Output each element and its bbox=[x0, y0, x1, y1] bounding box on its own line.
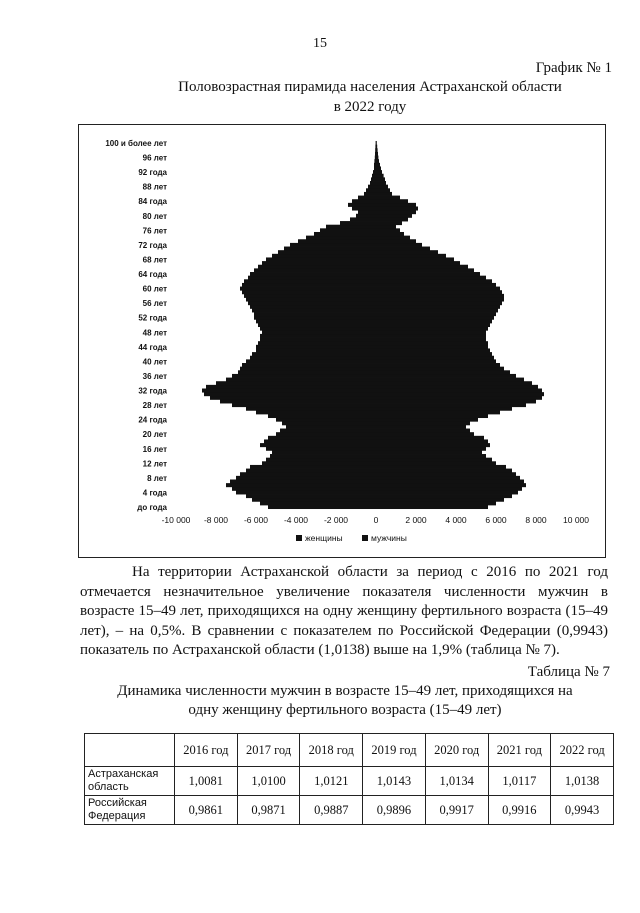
bar-women bbox=[266, 257, 376, 261]
bar-women bbox=[226, 378, 376, 382]
bar-men bbox=[376, 214, 412, 218]
age-tick-label: 72 года bbox=[138, 240, 167, 250]
table-cell: 1,0117 bbox=[488, 767, 551, 796]
x-tick-label: 10 000 bbox=[563, 515, 589, 525]
bar-men bbox=[376, 439, 488, 443]
table-label: Таблица № 7 bbox=[527, 664, 610, 680]
bar-men bbox=[376, 287, 500, 291]
bar-women bbox=[276, 418, 376, 422]
table-cell: 1,0100 bbox=[237, 767, 300, 796]
age-tick-label: до года bbox=[137, 503, 167, 512]
bar-men bbox=[376, 363, 500, 367]
table-cell: 1,0121 bbox=[300, 767, 363, 796]
bar-men bbox=[376, 476, 520, 480]
bar-women bbox=[204, 392, 376, 396]
legend-swatch-women bbox=[296, 535, 302, 541]
bar-women bbox=[232, 487, 376, 491]
bar-men bbox=[376, 403, 526, 407]
age-tick-label: 16 лет bbox=[142, 444, 167, 454]
bar-women bbox=[374, 166, 376, 170]
bar-women bbox=[375, 145, 376, 149]
bar-men bbox=[376, 261, 460, 265]
bar-women bbox=[268, 436, 376, 440]
bar-women bbox=[298, 239, 376, 243]
bar-men bbox=[376, 374, 516, 378]
bar-men bbox=[376, 217, 408, 221]
bar-men bbox=[376, 330, 486, 334]
bar-men bbox=[376, 159, 379, 163]
bar-women bbox=[242, 290, 376, 294]
page-number: 15 bbox=[313, 36, 327, 51]
table-region-cell: Астраханская область bbox=[85, 767, 175, 796]
bar-men bbox=[376, 156, 378, 160]
bar-men bbox=[376, 443, 490, 447]
bar-women bbox=[254, 316, 376, 320]
bar-women bbox=[242, 283, 376, 287]
bar-men bbox=[376, 472, 516, 476]
age-tick-label: 20 лет bbox=[142, 430, 167, 440]
table-cell: 0,9943 bbox=[551, 796, 614, 825]
age-tick-label: 40 лет bbox=[142, 357, 167, 367]
bar-men bbox=[376, 381, 532, 385]
bar-women bbox=[356, 214, 376, 218]
age-tick-label: 36 лет bbox=[142, 371, 167, 381]
bar-women bbox=[256, 410, 376, 414]
bar-men bbox=[376, 410, 500, 414]
bar-women bbox=[350, 217, 376, 221]
bar-men bbox=[376, 356, 494, 360]
bar-men bbox=[376, 298, 504, 302]
bar-women bbox=[240, 287, 376, 291]
age-tick-label: 92 года bbox=[138, 168, 167, 178]
bar-men bbox=[376, 359, 496, 363]
bar-women bbox=[258, 323, 376, 327]
bar-men bbox=[376, 465, 506, 469]
age-tick-label: 60 лет bbox=[142, 284, 167, 294]
age-tick-label: 84 года bbox=[138, 197, 167, 207]
age-tick-label: 68 лет bbox=[142, 255, 167, 265]
bar-women bbox=[278, 250, 376, 254]
bar-men bbox=[376, 148, 378, 152]
bar-women bbox=[270, 454, 376, 458]
bar-men bbox=[376, 396, 542, 400]
bar-women bbox=[236, 476, 376, 480]
bar-women bbox=[282, 421, 376, 425]
bar-men bbox=[376, 494, 512, 498]
bar-women bbox=[254, 268, 376, 272]
bar-women bbox=[202, 389, 376, 393]
table-cell: 1,0081 bbox=[175, 767, 238, 796]
bar-women bbox=[256, 348, 376, 352]
bar-women bbox=[250, 356, 376, 360]
graph-label: График № 1 bbox=[535, 60, 612, 76]
bar-men bbox=[376, 279, 492, 283]
bar-men bbox=[376, 308, 498, 312]
bar-women bbox=[373, 170, 376, 174]
bar-women bbox=[280, 429, 376, 433]
table-cell: 0,9917 bbox=[425, 796, 488, 825]
bar-women bbox=[258, 341, 376, 345]
chart-title-line2: в 2022 году bbox=[333, 99, 407, 115]
table-cell: 0,9887 bbox=[300, 796, 363, 825]
bar-men bbox=[376, 181, 386, 185]
bar-men bbox=[376, 192, 392, 196]
table-region-cell: Российская Федерация bbox=[85, 796, 175, 825]
bar-women bbox=[260, 327, 376, 331]
bar-men bbox=[376, 345, 488, 349]
bar-women bbox=[246, 407, 376, 411]
bar-men bbox=[376, 334, 486, 338]
bar-women bbox=[258, 265, 376, 269]
table-cell: 0,9916 bbox=[488, 796, 551, 825]
bar-women bbox=[368, 185, 376, 189]
bar-men bbox=[376, 505, 488, 509]
bar-men bbox=[376, 239, 416, 243]
bar-women bbox=[226, 483, 376, 487]
bar-women bbox=[348, 203, 376, 207]
bar-women bbox=[244, 279, 376, 283]
bar-women bbox=[206, 385, 376, 389]
bar-women bbox=[272, 254, 376, 258]
table-cell: 0,9896 bbox=[363, 796, 426, 825]
bar-women bbox=[364, 192, 376, 196]
bar-women bbox=[375, 156, 376, 160]
age-tick-label: 24 года bbox=[138, 415, 167, 425]
table-header-empty bbox=[85, 734, 175, 767]
bar-women bbox=[252, 352, 376, 356]
ratio-table bbox=[84, 733, 614, 825]
bar-men bbox=[376, 341, 488, 345]
bar-men bbox=[376, 454, 486, 458]
bar-women bbox=[246, 469, 376, 473]
bar-women bbox=[366, 188, 376, 192]
bar-women bbox=[260, 334, 376, 338]
age-tick-label: 100 и более лет bbox=[105, 139, 167, 148]
bar-men bbox=[376, 305, 500, 309]
age-tick-label: 64 года bbox=[138, 270, 167, 280]
bar-women bbox=[256, 319, 376, 323]
bar-women bbox=[266, 447, 376, 451]
bar-women bbox=[264, 439, 376, 443]
bar-men bbox=[376, 432, 474, 436]
bar-women bbox=[250, 465, 376, 469]
bar-women bbox=[375, 152, 376, 156]
bar-men bbox=[376, 429, 470, 433]
bar-women bbox=[210, 396, 376, 400]
bar-men bbox=[376, 501, 496, 505]
bar-women bbox=[236, 490, 376, 494]
bar-men bbox=[376, 458, 492, 462]
legend-swatch-men bbox=[362, 535, 368, 541]
bar-women bbox=[340, 221, 376, 225]
x-tick-label: -2 000 bbox=[323, 515, 349, 525]
bar-women bbox=[290, 243, 376, 247]
chart-title bbox=[150, 77, 590, 117]
table-cell: 1,0134 bbox=[425, 767, 488, 796]
table-cell: 1,0138 bbox=[551, 767, 614, 796]
bar-women bbox=[268, 414, 376, 418]
x-tick-label: 8 000 bbox=[525, 515, 547, 525]
age-tick-label: 48 лет bbox=[142, 328, 167, 338]
bar-men bbox=[376, 480, 524, 484]
x-tick-label: 2 000 bbox=[405, 515, 427, 525]
bar-men bbox=[376, 170, 382, 174]
bar-men bbox=[376, 378, 524, 382]
bar-women bbox=[375, 148, 376, 152]
age-tick-label: 44 года bbox=[138, 342, 167, 352]
bar-women bbox=[272, 450, 376, 454]
bar-men bbox=[376, 265, 468, 269]
bar-women bbox=[252, 308, 376, 312]
bar-men bbox=[376, 199, 408, 203]
bar-men bbox=[376, 225, 396, 229]
age-tick-label: 80 лет bbox=[142, 211, 167, 221]
bar-men bbox=[376, 461, 496, 465]
bar-women bbox=[358, 196, 376, 200]
bar-women bbox=[260, 338, 376, 342]
bar-men bbox=[376, 276, 486, 280]
bar-women bbox=[256, 345, 376, 349]
age-tick-label: 52 года bbox=[138, 313, 167, 323]
bar-men bbox=[376, 196, 400, 200]
bar-women bbox=[250, 305, 376, 309]
bar-men bbox=[376, 210, 416, 214]
bar-women bbox=[246, 494, 376, 498]
table-header-cell: 2019 год bbox=[363, 734, 426, 767]
bar-men bbox=[376, 203, 416, 207]
bar-men bbox=[376, 447, 486, 451]
bar-women bbox=[240, 472, 376, 476]
chart-title-line1: Половозрастная пирамида населения Астраханской области bbox=[178, 79, 562, 95]
bar-women bbox=[216, 381, 376, 385]
age-tick-label: 32 года bbox=[138, 386, 167, 396]
bar-women bbox=[248, 301, 376, 305]
bar-men bbox=[376, 450, 482, 454]
bar-men bbox=[376, 319, 492, 323]
x-tick-label: -4 000 bbox=[283, 515, 309, 525]
bar-men bbox=[376, 268, 474, 272]
bar-men bbox=[376, 188, 390, 192]
bar-men bbox=[376, 247, 430, 251]
bar-men bbox=[376, 254, 446, 258]
bar-women bbox=[262, 261, 376, 265]
bar-women bbox=[268, 505, 376, 509]
table-header-cell: 2020 год bbox=[425, 734, 488, 767]
bar-men bbox=[376, 385, 538, 389]
bar-men bbox=[376, 323, 490, 327]
table-cell: 0,9871 bbox=[237, 796, 300, 825]
bar-men bbox=[376, 367, 504, 371]
bar-men bbox=[376, 294, 504, 298]
bar-men bbox=[376, 236, 410, 240]
table-header-cell: 2017 год bbox=[237, 734, 300, 767]
bar-women bbox=[358, 210, 376, 214]
bar-men bbox=[376, 425, 466, 429]
bar-men bbox=[376, 312, 496, 316]
bar-women bbox=[240, 367, 376, 371]
bar-women bbox=[232, 374, 376, 378]
bar-men bbox=[376, 290, 502, 294]
x-tick-label: 4 000 bbox=[445, 515, 467, 525]
legend-label-women: женщины bbox=[305, 533, 343, 543]
x-tick-label: 6 000 bbox=[485, 515, 507, 525]
table-header-cell: 2016 год bbox=[175, 734, 238, 767]
table-cell: 1,0143 bbox=[363, 767, 426, 796]
bar-women bbox=[374, 163, 376, 167]
bar-men bbox=[376, 348, 490, 352]
bar-men bbox=[376, 228, 400, 232]
bar-men bbox=[376, 177, 385, 181]
x-tick-label: 0 bbox=[373, 515, 379, 525]
bar-men bbox=[376, 166, 381, 170]
bar-women bbox=[260, 501, 376, 505]
bar-men bbox=[376, 414, 488, 418]
table-header-cell: 2022 год bbox=[551, 734, 614, 767]
bar-women bbox=[248, 276, 376, 280]
age-tick-label: 12 лет bbox=[142, 459, 167, 469]
bar-women bbox=[246, 359, 376, 363]
bar-women bbox=[232, 403, 376, 407]
bar-men bbox=[376, 163, 380, 167]
table-title-line2: одну женщину фертильного возраста (15–49 лет) bbox=[188, 702, 502, 718]
chart-frame bbox=[78, 124, 606, 558]
bar-men bbox=[376, 283, 496, 287]
table-row bbox=[85, 767, 614, 796]
bar-women bbox=[306, 236, 376, 240]
bar-men bbox=[376, 145, 377, 149]
table-header-row bbox=[85, 734, 614, 767]
bar-men bbox=[376, 370, 510, 374]
bar-men bbox=[376, 352, 492, 356]
bar-women bbox=[242, 363, 376, 367]
bar-women bbox=[220, 399, 376, 403]
bar-men bbox=[376, 483, 526, 487]
bar-women bbox=[314, 232, 376, 236]
bar-men bbox=[376, 207, 418, 211]
x-tick-label: -6 000 bbox=[243, 515, 269, 525]
bar-women bbox=[262, 461, 376, 465]
bar-women bbox=[244, 294, 376, 298]
bar-men bbox=[376, 141, 377, 145]
legend-label-men: мужчины bbox=[371, 533, 407, 543]
bar-men bbox=[376, 418, 478, 422]
bar-women bbox=[260, 443, 376, 447]
bar-women bbox=[246, 298, 376, 302]
bar-women bbox=[371, 177, 376, 181]
bar-women bbox=[320, 228, 376, 232]
bar-women bbox=[250, 272, 376, 276]
table-row bbox=[85, 796, 614, 825]
bar-men bbox=[376, 392, 544, 396]
bar-women bbox=[326, 225, 376, 229]
age-tick-label: 8 лет bbox=[147, 473, 167, 483]
bar-women bbox=[252, 498, 376, 502]
bar-men bbox=[376, 232, 404, 236]
bar-men bbox=[376, 389, 542, 393]
bar-women bbox=[374, 159, 376, 163]
bar-men bbox=[376, 257, 454, 261]
age-tick-label: 76 лет bbox=[142, 226, 167, 236]
bar-men bbox=[376, 243, 422, 247]
bar-women bbox=[276, 432, 376, 436]
age-tick-label: 28 лет bbox=[142, 401, 167, 411]
age-tick-label: 56 лет bbox=[142, 299, 167, 309]
table-title bbox=[110, 682, 580, 720]
bar-women bbox=[286, 425, 376, 429]
bar-men bbox=[376, 152, 378, 156]
bar-women bbox=[352, 207, 376, 211]
bar-women bbox=[262, 330, 376, 334]
bar-men bbox=[376, 250, 438, 254]
x-tick-label: -10 000 bbox=[161, 515, 191, 525]
bar-women bbox=[370, 181, 376, 185]
table-header-cell: 2021 год bbox=[488, 734, 551, 767]
bar-men bbox=[376, 301, 502, 305]
bar-men bbox=[376, 174, 384, 178]
bar-women bbox=[372, 174, 376, 178]
bar-men bbox=[376, 185, 388, 189]
bar-women bbox=[284, 247, 376, 251]
age-tick-label: 88 лет bbox=[142, 182, 167, 192]
age-tick-label: 96 лет bbox=[142, 153, 167, 163]
bar-men bbox=[376, 399, 536, 403]
bar-men bbox=[376, 421, 470, 425]
age-tick-label: 4 года bbox=[142, 488, 167, 498]
bar-women bbox=[352, 199, 376, 203]
table-title-line1: Динамика численности мужчин в возрасте 15–49 лет, приходящихся на bbox=[117, 683, 573, 699]
bar-women bbox=[230, 480, 376, 484]
bar-men bbox=[376, 436, 484, 440]
bar-men bbox=[376, 272, 480, 276]
bar-men bbox=[376, 407, 512, 411]
bar-women bbox=[266, 458, 376, 462]
bar-men bbox=[376, 490, 518, 494]
bar-men bbox=[376, 487, 522, 491]
bar-men bbox=[376, 338, 486, 342]
population-pyramid-chart bbox=[79, 125, 605, 557]
table-header-cell: 2018 год bbox=[300, 734, 363, 767]
bar-men bbox=[376, 327, 488, 331]
bar-men bbox=[376, 316, 494, 320]
body-paragraph: На территории Астраханской области за период с 2016 по 2021 год отмечается незначительное увеличение показателя численности мужчин в возрасте 15–49 лет, приходящихся на одну женщину фертильного возраста (15–49 лет), – на 0,5%. В сравнении с показателем по Российской Федерации (0,9943) показатель по Астраханской области (1,0138) выше на 1,9% (таблица № 7). bbox=[80, 564, 608, 658]
bar-women bbox=[238, 370, 376, 374]
bar-men bbox=[376, 221, 402, 225]
table-cell: 0,9861 bbox=[175, 796, 238, 825]
bar-women bbox=[254, 312, 376, 316]
bar-men bbox=[376, 469, 512, 473]
bar-men bbox=[376, 498, 504, 502]
x-tick-label: -8 000 bbox=[203, 515, 229, 525]
